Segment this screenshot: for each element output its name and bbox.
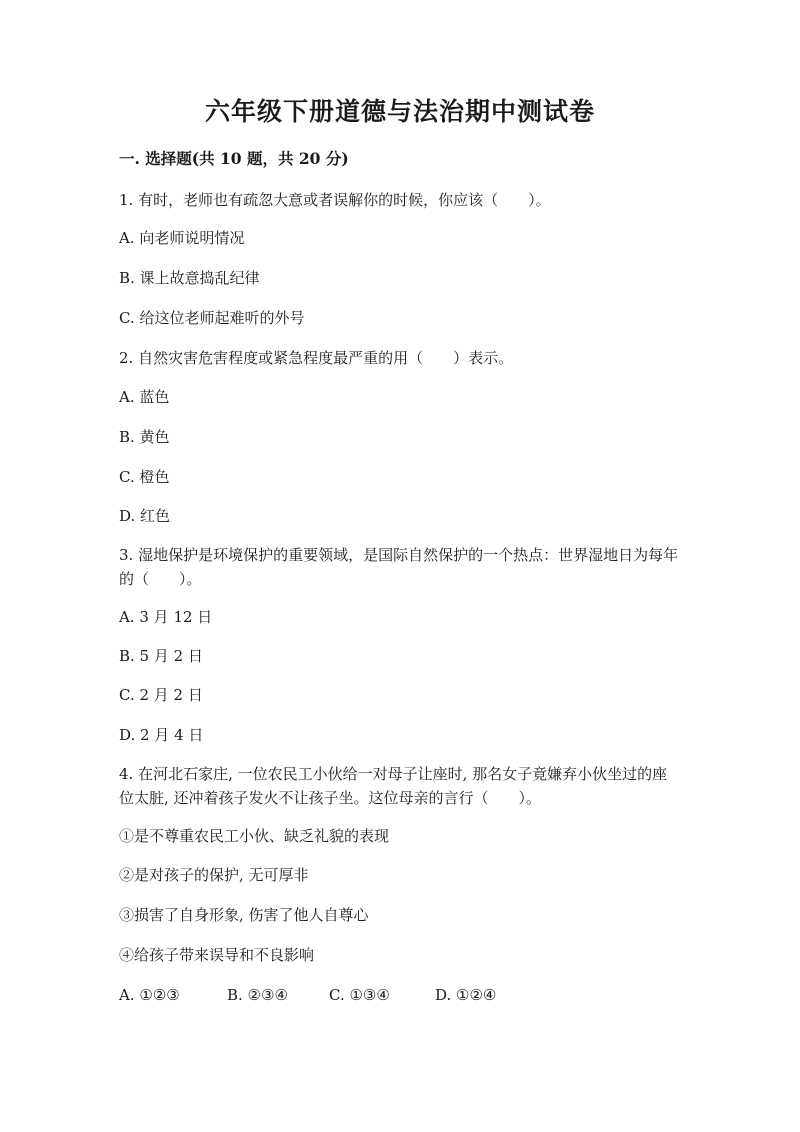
question-4-stem: 4. 在河北石家庄, 一位农民工小伙给一对母子让座时, 那名女子竟嫌弃小伙坐过的座位太脏, 还冲着孩子发火不让孩子坐。这位母亲的言行（ ）。 bbox=[119, 765, 668, 807]
question-3-option-d: D. 2 月 4 日 bbox=[119, 726, 204, 744]
section-heading: 一. 选择题(共 10 题，共 20 分) bbox=[119, 149, 349, 168]
question-2-option-a: A. 蓝色 bbox=[119, 388, 170, 406]
question-1-option-b: B. 课上故意捣乱纪律 bbox=[119, 269, 260, 287]
question-3-stem: 3. 湿地保护是环境保护的重要领域，是国际自然保护的一个热点：世界湿地日为每年的（ ）。 bbox=[119, 546, 679, 588]
question-4-option-a: A. ①②③ bbox=[119, 986, 180, 1004]
question-1-option-c: C. 给这位老师起难听的外号 bbox=[119, 309, 305, 327]
question-2-option-c: C. 橙色 bbox=[119, 468, 170, 486]
question-4-option-b: B. ②③④ bbox=[227, 986, 288, 1004]
question-2-option-d: D. 红色 bbox=[119, 507, 171, 525]
page-title: 六年级下册道德与法治期中测试卷 bbox=[204, 97, 595, 126]
question-1-stem: 1. 有时，老师也有疏忽大意或者误解你的时候，你应该（ ）。 bbox=[119, 191, 551, 209]
question-4-statement-2: ②是对孩子的保护, 无可厚非 bbox=[119, 866, 309, 884]
question-4-option-d: D. ①②④ bbox=[435, 986, 497, 1004]
question-4-option-c: C. ①③④ bbox=[329, 986, 390, 1004]
question-4-statement-4: ④给孩子带来误导和不良影响 bbox=[119, 946, 315, 964]
question-4-statement-3: ③损害了自身形象, 伤害了他人自尊心 bbox=[119, 906, 369, 924]
question-3-option-c: C. 2 月 2 日 bbox=[119, 686, 203, 704]
question-4-statement-1: ①是不尊重农民工小伙、缺乏礼貌的表现 bbox=[119, 827, 390, 845]
question-2-option-b: B. 黄色 bbox=[119, 428, 170, 446]
question-3-option-a: A. 3 月 12 日 bbox=[119, 608, 213, 626]
question-1-option-a: A. 向老师说明情况 bbox=[119, 229, 245, 247]
question-2-stem: 2. 自然灾害危害程度或紧急程度最严重的用（ ）表示。 bbox=[119, 349, 514, 367]
question-3-option-b: B. 5 月 2 日 bbox=[119, 647, 203, 665]
